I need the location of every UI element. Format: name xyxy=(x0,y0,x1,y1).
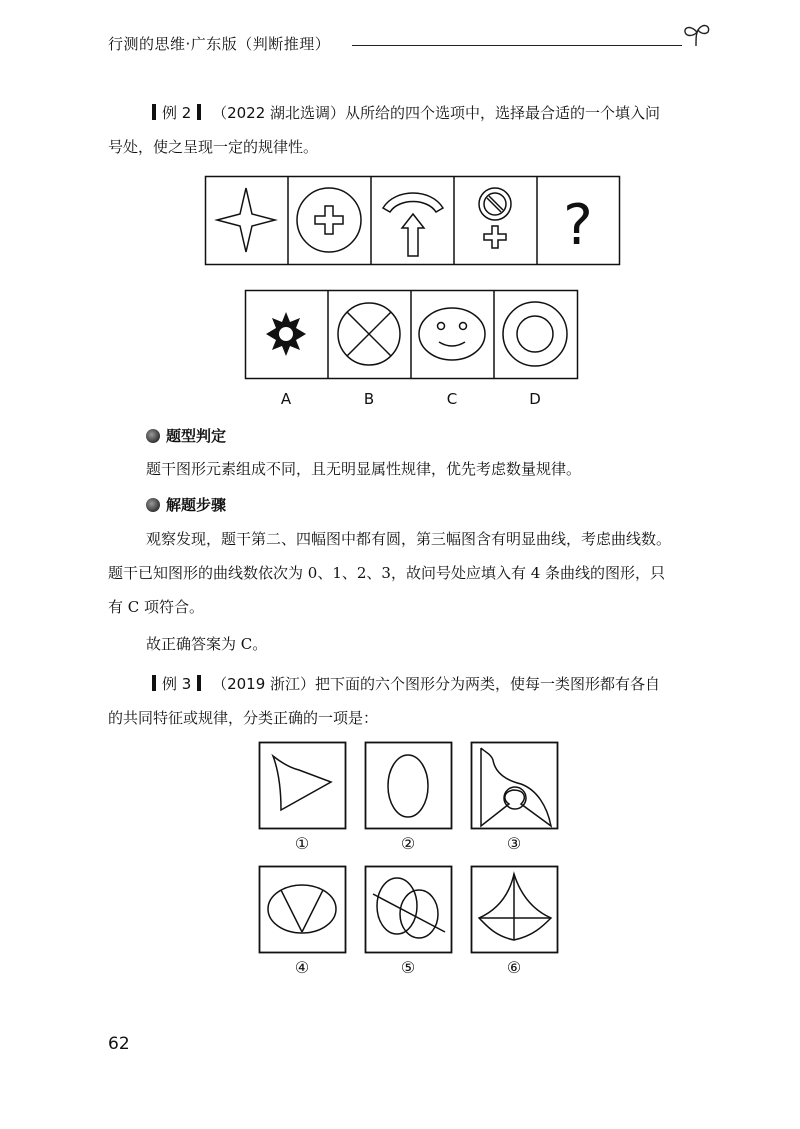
arc-arrow-shape xyxy=(383,193,443,256)
figure-label-4: ④ xyxy=(294,958,310,977)
section-type-title: 题型判定 xyxy=(166,427,227,445)
example2-question-figures xyxy=(205,176,620,266)
figure-2-shape xyxy=(366,743,452,829)
example3-figures-row1 xyxy=(259,742,559,830)
option-b-circle-x-shape xyxy=(338,303,400,365)
example3-line1: 把下面的六个图形分为两类，使每一类图形都有各自 xyxy=(315,675,661,693)
example3-line2: 的共同特征或规律，分类正确的一项是： xyxy=(108,709,379,727)
section-type-heading xyxy=(146,425,226,446)
option-d-concentric-shape xyxy=(503,302,567,366)
example2-option-figures xyxy=(245,290,578,380)
option-label-c: C xyxy=(446,390,458,408)
option-c-smiley-shape xyxy=(419,308,485,360)
sprout-icon xyxy=(676,20,716,50)
four-point-star-shape xyxy=(217,188,275,252)
figure-6-shape xyxy=(472,867,558,953)
example2-label: 例 2 xyxy=(162,104,192,122)
option-label-d: D xyxy=(529,390,541,408)
bullet-icon xyxy=(146,498,160,512)
figure-1-shape xyxy=(260,743,346,829)
figure-label-1: ① xyxy=(294,834,310,853)
question-mark: ? xyxy=(563,193,593,258)
no-sign-plus-shape xyxy=(479,188,511,248)
example3-label: 例 3 xyxy=(162,675,192,693)
figure-5-shape xyxy=(366,867,452,953)
example3-intro xyxy=(146,667,660,701)
example2-line1: 从所给的四个选项中，选择最合适的一个填入问 xyxy=(345,104,661,122)
example2-source: （2022 湖北选调） xyxy=(212,104,346,122)
figure-4-shape xyxy=(260,867,346,953)
example3-figures-row2 xyxy=(259,866,559,954)
circle-plus-shape xyxy=(297,188,361,252)
page-number: 62 xyxy=(108,1034,130,1054)
figure-3-shape xyxy=(472,743,558,829)
figure-label-2: ② xyxy=(400,834,416,853)
figure-label-6: ⑥ xyxy=(506,958,522,977)
section-steps-line1: 观察发现，题干第二、四幅图中都有圆，第三幅图含有明显曲线，考虑曲线数。 xyxy=(146,530,672,548)
section-steps-heading xyxy=(146,494,226,515)
header-rule xyxy=(352,45,682,46)
section-steps-line3: 有 C 项符合。 xyxy=(108,598,205,616)
example2-intro xyxy=(146,96,660,130)
bullet-icon xyxy=(146,429,160,443)
section-steps-line2: 题干已知图形的曲线数依次为 0、1、2、3，故问号处应填入有 4 条曲线的图形，只 xyxy=(108,564,666,582)
example2-line2: 号处，使之呈现一定的规律性。 xyxy=(108,138,319,156)
section-steps-title: 解题步骤 xyxy=(166,496,227,514)
option-a-sun-shape xyxy=(266,312,306,356)
example3-source: （2019 浙江） xyxy=(212,675,316,693)
running-header: 行测的思维·广东版（判断推理） xyxy=(108,35,331,53)
figure-label-5: ⑤ xyxy=(400,958,416,977)
section-type-text: 题干图形元素组成不同，且无明显属性规律，优先考虑数量规律。 xyxy=(146,460,582,478)
figure-label-3: ③ xyxy=(506,834,522,853)
option-label-b: B xyxy=(363,390,375,408)
answer-text: 故正确答案为 C。 xyxy=(146,635,268,653)
option-label-a: A xyxy=(280,390,292,408)
